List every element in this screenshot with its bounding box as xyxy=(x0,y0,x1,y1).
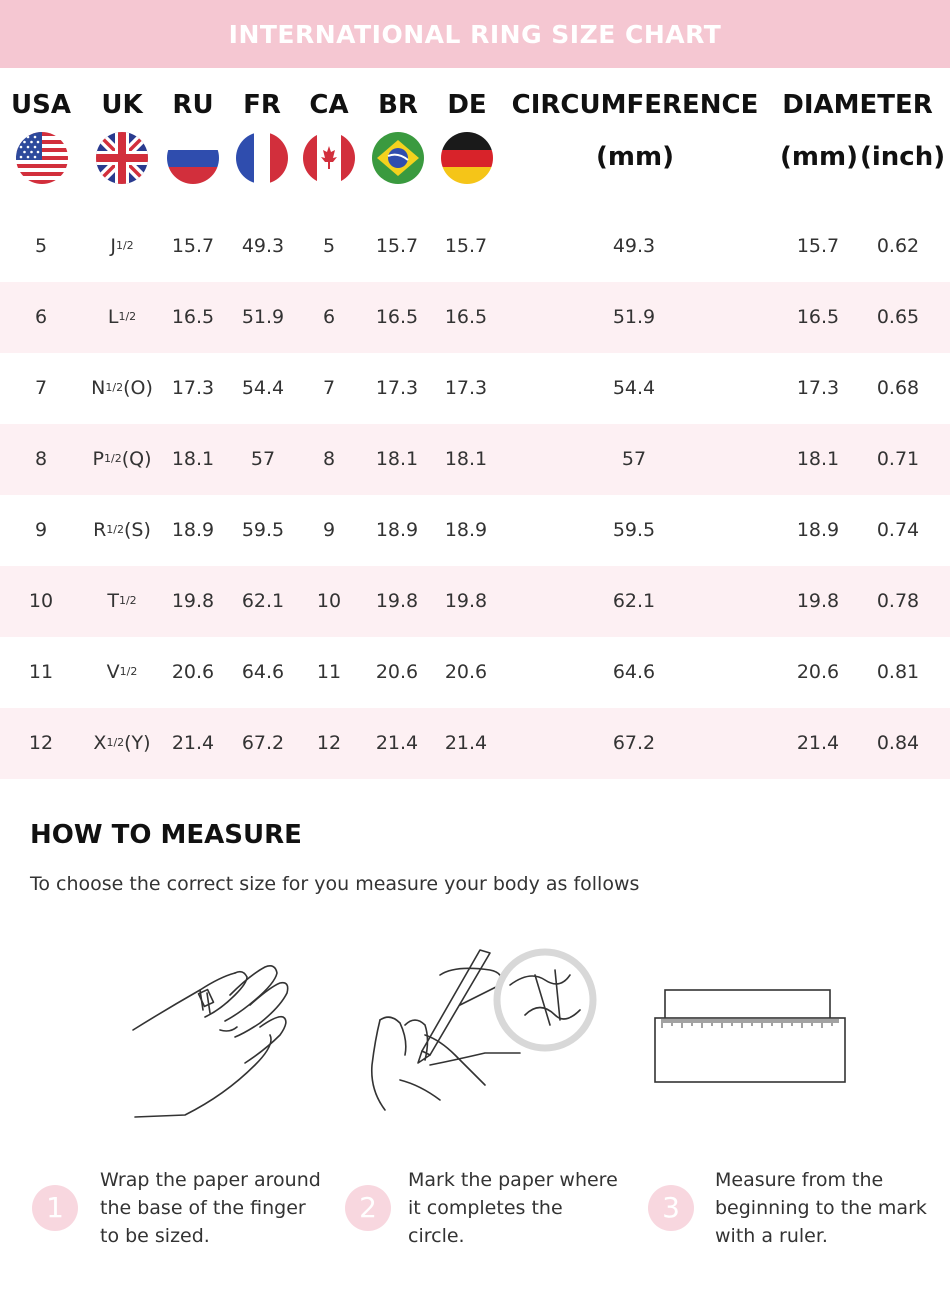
usa-flag-icon xyxy=(16,132,68,184)
ruler-illustration xyxy=(650,985,850,1089)
cell-dia-in: 0.71 xyxy=(876,448,920,470)
cell-circ: 64.6 xyxy=(612,661,656,683)
uk-alt-size: (Y) xyxy=(124,732,151,754)
cell-ru: 20.6 xyxy=(171,661,215,683)
cell-ca: 9 xyxy=(322,519,336,541)
cell-fr: 67.2 xyxy=(241,732,285,754)
header-diameter-mm: (mm) xyxy=(780,142,858,172)
cell-usa: 6 xyxy=(34,306,48,328)
cell-uk xyxy=(110,211,133,282)
step-3-text: Measure from the beginning to the mark with a ruler. xyxy=(715,1169,927,1247)
cell-de: 19.8 xyxy=(444,590,488,612)
cell-br: 18.9 xyxy=(375,519,419,541)
chart-title: INTERNATIONAL RING SIZE CHART xyxy=(228,19,722,49)
cell-ru: 21.4 xyxy=(171,732,215,754)
cell-circ: 49.3 xyxy=(612,235,656,257)
table-row xyxy=(0,353,950,424)
uk-half-fraction: 1/2 xyxy=(103,452,122,465)
uk-letter: N xyxy=(91,377,106,399)
uk-letter: T xyxy=(107,590,119,612)
measure-subtitle: To choose the correct size for you measure your body as follows xyxy=(30,873,640,895)
cell-ru: 18.9 xyxy=(171,519,215,541)
uk-half-fraction: 1/2 xyxy=(105,381,124,394)
cell-usa: 5 xyxy=(34,235,48,257)
cell-usa: 8 xyxy=(34,448,48,470)
cell-ca: 6 xyxy=(322,306,336,328)
uk-letter: J xyxy=(110,235,116,257)
russia-flag-icon xyxy=(167,132,219,184)
brazil-flag-icon xyxy=(372,132,424,184)
cell-dia-in: 0.84 xyxy=(876,732,920,754)
header-usa: USA xyxy=(11,90,71,120)
cell-dia-mm: 21.4 xyxy=(796,732,840,754)
cell-ca: 10 xyxy=(316,590,342,612)
cell-dia-in: 0.62 xyxy=(876,235,920,257)
cell-usa: 10 xyxy=(28,590,54,612)
cell-uk xyxy=(93,495,151,566)
cell-dia-mm: 19.8 xyxy=(796,590,840,612)
uk-half-fraction: 1/2 xyxy=(106,523,125,536)
cell-br: 19.8 xyxy=(375,590,419,612)
cell-circ: 54.4 xyxy=(612,377,656,399)
cell-dia-mm: 16.5 xyxy=(796,306,840,328)
france-flag-icon xyxy=(236,132,288,184)
cell-circ: 51.9 xyxy=(612,306,656,328)
table-row xyxy=(0,708,950,779)
cell-fr: 62.1 xyxy=(241,590,285,612)
cell-circ: 62.1 xyxy=(612,590,656,612)
table-row xyxy=(0,495,950,566)
header-circumference: CIRCUMFERENCE xyxy=(511,90,759,120)
table-row xyxy=(0,211,950,282)
cell-ru: 19.8 xyxy=(171,590,215,612)
cell-uk xyxy=(93,424,152,495)
cell-circ: 67.2 xyxy=(612,732,656,754)
header-br: BR xyxy=(378,90,418,120)
cell-fr: 49.3 xyxy=(241,235,285,257)
cell-ca: 12 xyxy=(316,732,342,754)
cell-ca: 11 xyxy=(316,661,342,683)
table-row xyxy=(0,282,950,353)
cell-dia-in: 0.81 xyxy=(876,661,920,683)
step-1-badge: 1 xyxy=(32,1185,78,1231)
uk-half-fraction: 1/2 xyxy=(118,594,137,607)
uk-half-fraction: 1/2 xyxy=(115,239,134,252)
cell-de: 16.5 xyxy=(444,306,488,328)
title-banner xyxy=(0,0,950,68)
header-circumference-unit: (mm) xyxy=(596,142,674,172)
cell-br: 20.6 xyxy=(375,661,419,683)
step-3-badge: 3 xyxy=(648,1185,694,1231)
cell-br: 17.3 xyxy=(375,377,419,399)
cell-circ: 57 xyxy=(621,448,647,470)
step-2-badge: 2 xyxy=(345,1185,391,1231)
uk-half-fraction: 1/2 xyxy=(119,665,138,678)
cell-br: 16.5 xyxy=(375,306,419,328)
cell-uk xyxy=(107,637,138,708)
cell-dia-in: 0.68 xyxy=(876,377,920,399)
cell-br: 21.4 xyxy=(375,732,419,754)
measure-title: HOW TO MEASURE xyxy=(30,820,302,850)
cell-dia-in: 0.74 xyxy=(876,519,920,541)
header-ca: CA xyxy=(309,90,349,120)
step-2-text: Mark the paper where it completes the circle. xyxy=(408,1169,618,1247)
cell-usa: 11 xyxy=(28,661,54,683)
cell-ru: 18.1 xyxy=(171,448,215,470)
uk-letter: V xyxy=(106,661,120,683)
uk-alt-size: (Q) xyxy=(121,448,152,470)
header-ru: RU xyxy=(172,90,214,120)
cell-uk xyxy=(108,282,136,353)
uk-letter: R xyxy=(93,519,107,541)
cell-dia-mm: 20.6 xyxy=(796,661,840,683)
cell-dia-mm: 18.9 xyxy=(796,519,840,541)
cell-fr: 64.6 xyxy=(241,661,285,683)
table-row xyxy=(0,637,950,708)
uk-letter: X xyxy=(93,732,107,754)
hand-wrap-illustration xyxy=(125,955,305,1129)
hand-mark-illustration xyxy=(360,945,605,1124)
uk-letter: P xyxy=(92,448,104,470)
cell-br: 15.7 xyxy=(375,235,419,257)
cell-de: 15.7 xyxy=(444,235,488,257)
uk-half-fraction: 1/2 xyxy=(118,310,137,323)
cell-de: 21.4 xyxy=(444,732,488,754)
cell-usa: 9 xyxy=(34,519,48,541)
step-1-text: Wrap the paper around the base of the finger to be sized. xyxy=(100,1169,321,1247)
uk-letter: L xyxy=(107,306,119,328)
cell-dia-mm: 17.3 xyxy=(796,377,840,399)
germany-flag-icon xyxy=(441,132,493,184)
cell-ca: 5 xyxy=(322,235,336,257)
header-de: DE xyxy=(447,90,487,120)
cell-usa: 12 xyxy=(28,732,54,754)
cell-fr: 51.9 xyxy=(241,306,285,328)
cell-de: 18.9 xyxy=(444,519,488,541)
cell-ru: 17.3 xyxy=(171,377,215,399)
header-uk: UK xyxy=(101,90,143,120)
header-diameter-inch: (inch) xyxy=(860,142,946,172)
cell-de: 20.6 xyxy=(444,661,488,683)
canada-flag-icon xyxy=(303,132,355,184)
cell-dia-in: 0.65 xyxy=(876,306,920,328)
cell-fr: 59.5 xyxy=(241,519,285,541)
uk-flag-icon xyxy=(96,132,148,184)
cell-uk xyxy=(93,708,150,779)
header-diameter: DIAMETER xyxy=(782,90,933,120)
table-row xyxy=(0,566,950,637)
cell-dia-in: 0.78 xyxy=(876,590,920,612)
cell-usa: 7 xyxy=(34,377,48,399)
cell-br: 18.1 xyxy=(375,448,419,470)
cell-ru: 16.5 xyxy=(171,306,215,328)
cell-de: 18.1 xyxy=(444,448,488,470)
cell-ca: 8 xyxy=(322,448,336,470)
header-fr: FR xyxy=(243,90,281,120)
cell-uk xyxy=(107,566,136,637)
uk-half-fraction: 1/2 xyxy=(106,736,125,749)
cell-circ: 59.5 xyxy=(612,519,656,541)
cell-dia-mm: 15.7 xyxy=(796,235,840,257)
uk-alt-size: (O) xyxy=(123,377,153,399)
cell-fr: 54.4 xyxy=(241,377,285,399)
cell-de: 17.3 xyxy=(444,377,488,399)
cell-ca: 7 xyxy=(322,377,336,399)
uk-alt-size: (S) xyxy=(124,519,151,541)
cell-uk xyxy=(91,353,153,424)
cell-fr: 57 xyxy=(250,448,276,470)
table-row xyxy=(0,424,950,495)
cell-dia-mm: 18.1 xyxy=(796,448,840,470)
cell-ru: 15.7 xyxy=(171,235,215,257)
